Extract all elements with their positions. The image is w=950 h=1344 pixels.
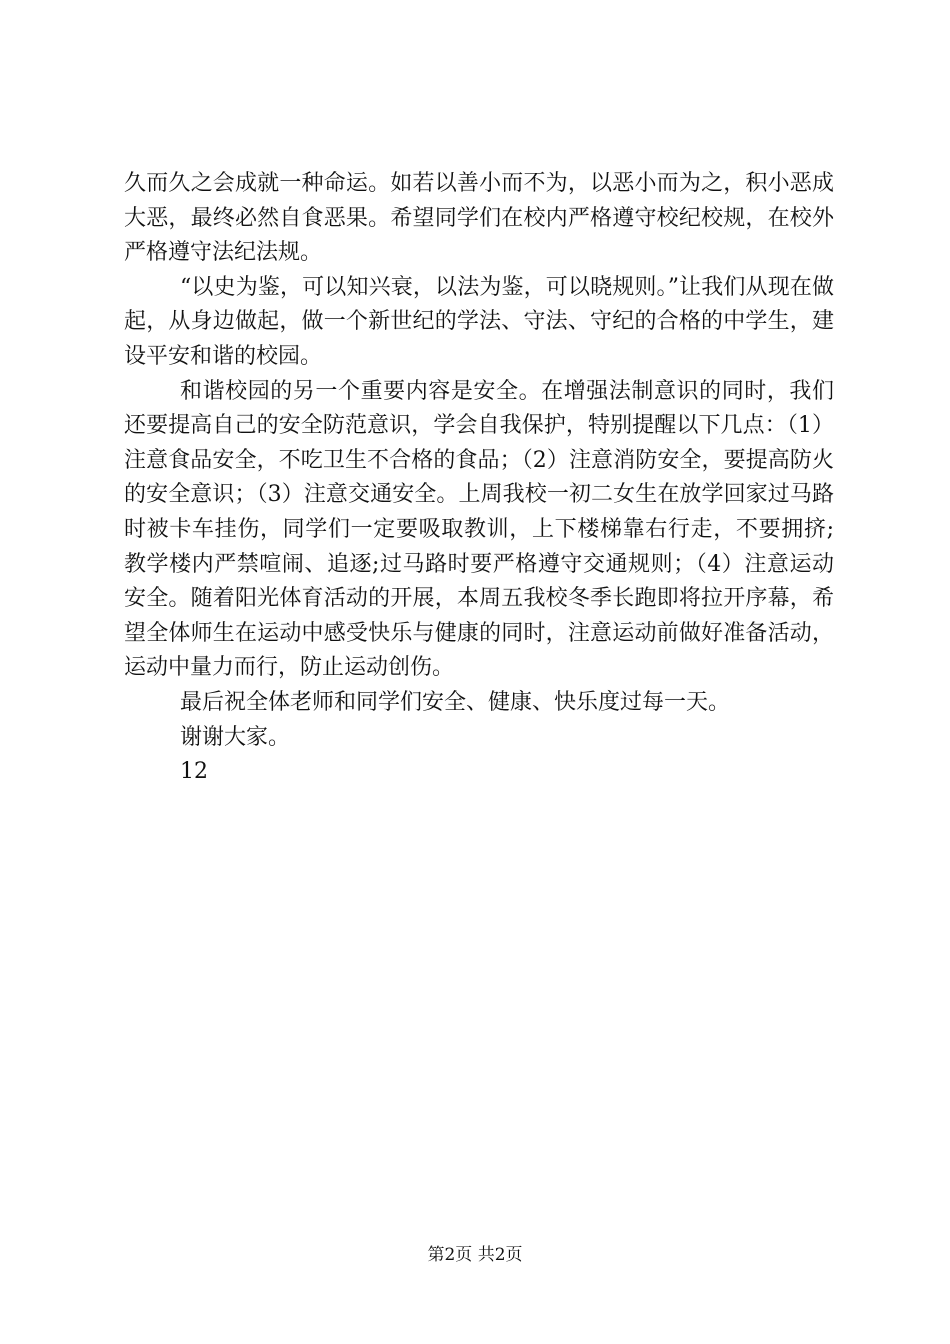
paragraph-closing-wish: 最后祝全体老师和同学们安全、健康、快乐度过每一天。 xyxy=(180,689,731,715)
paragraph-quote: “以史为鉴，可以知兴衰，以法为鉴，可以晓规则。”让我们从现在做起，从身边做起，做一个新世纪的学法、守法、守纪的合格的中学生，建设平安和谐的校园。 xyxy=(124,274,834,369)
paragraph-safety: 和谐校园的另一个重要内容是安全。在增强法制意识的同时，我们还要提高自己的安全防范意识，学会自我保护，特别提醒以下几点：（1）注意食品安全，不吃卫生不合格的食品；（2）注意消防安全，要提高防火的安全意识；（3）注意交通安全。上周我校一初二女生在放学回家过马路时被卡车挂伤，同学们一定要吸取教训，上下楼梯靠右行走，不要拥挤;教学楼内严禁喧闹、追逐;过马路时要严格遵守交通规则；（4）注意运动安全。随着阳光体育活动的开展，本周五我校冬季长跑即将拉开序幕，希望全体师生在运动中感受快乐与健康的同时，注意运动前做好准备活动，运动中量力而行，防止运动创伤。 xyxy=(124,378,834,681)
paragraph-continuation: 久而久之会成就一种命运。如若以善小而不为，以恶小而为之，积小恶成大恶，最终必然自食恶果。希望同学们在校内严格遵守校纪校规，在校外严格遵守法纪法规。 xyxy=(124,171,834,266)
document-body xyxy=(124,167,834,790)
page-footer: 第2页 共2页 xyxy=(427,1245,523,1265)
paragraph-thanks: 谢谢大家。 xyxy=(180,724,291,750)
paragraph-number: 12 xyxy=(180,759,208,785)
